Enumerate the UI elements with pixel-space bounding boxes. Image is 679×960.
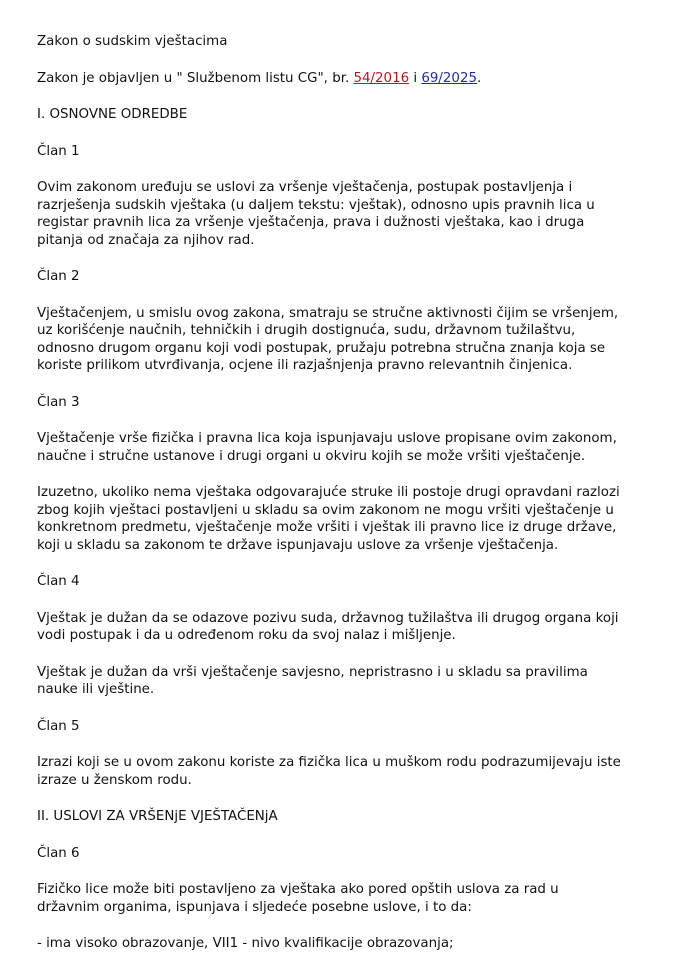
article-6-heading: Član 6 <box>37 845 80 861</box>
publication-suffix: . <box>477 70 482 86</box>
article-3-heading: Član 3 <box>37 394 80 410</box>
article-6-paragraph <box>37 881 673 916</box>
article-6-list-item: - ima visoko obrazovanje, VII1 - nivo kvalifikacije obrazovanja; <box>37 936 454 951</box>
article-1-paragraph <box>37 179 673 249</box>
publication-prefix: Zakon je objavljen u " Službenom listu CG", br. <box>37 70 354 86</box>
paragraph-line: nauke ili vještine. <box>37 682 155 697</box>
gazette-link-54-2016[interactable]: 54/2016 <box>353 70 410 86</box>
paragraph-line: Vještačenje vrše fizička i pravna lica koja ispunjavaju uslove propisane ovim zakonom, <box>37 431 617 446</box>
paragraph-line: zbog kojih vještaci postavljeni u skladu sa ovim zakonom ne mogu vršiti vještačenje u <box>37 502 614 518</box>
article-3-paragraph-1 <box>37 430 673 465</box>
paragraph-line: Izrazi koji se u ovom zakonu koriste za fizička lica u muškom rodu podrazumijevaju iste <box>37 755 621 770</box>
gazette-link-69-2025[interactable]: 69/2025 <box>421 70 477 86</box>
paragraph-line: Fizičko lice može biti postavljeno za vještaka ako pored opštih uslova za rad u <box>37 882 559 897</box>
section-heading-2: II. USLOVI ZA VRŠENjE VJEŠTAČENjA <box>37 809 278 824</box>
paragraph-line: pitanja od značaja za njihov rad. <box>37 232 255 248</box>
paragraph-line: državnim organima, ispunjava i sljedeće posebne uslove, i to da: <box>37 899 472 915</box>
publication-between: i <box>409 70 422 86</box>
paragraph-line: Izuzetno, ukoliko nema vještaka odgovarajuće struke ili postoje drugi opravdani razlozi <box>37 485 620 500</box>
paragraph-line: koriste prilikom utvrđivanja, ocjene ili razjašnjenja pravno relevantnih činjenica. <box>37 358 573 373</box>
paragraph-line: uz korišćenje naučnih, tehničkih i drugih dostignuća, sudu, državnom tužilaštvu, <box>37 323 576 338</box>
article-1-heading: Član 1 <box>37 143 80 159</box>
article-3-paragraph-2 <box>37 484 673 554</box>
paragraph-line: Vještak je dužan da se odazove pozivu suda, državnog tužilaštva ili drugog organa koji <box>37 610 619 626</box>
paragraph-line: izraze u ženskom rodu. <box>37 772 192 788</box>
document-page <box>37 33 673 953</box>
paragraph-line: koji u skladu sa zakonom te države ispunjavaju uslove za vršenje vještačenja. <box>37 537 559 553</box>
article-4-paragraph-2 <box>37 664 673 699</box>
paragraph-line: naučne i stručne ustanove i drugi organi u okviru kojih se može vršiti vještačenje. <box>37 448 586 464</box>
publication-note <box>37 70 673 88</box>
paragraph-line: registar pravnih lica za vršenje vještačenja, prava i dužnosti vještaka, kao i druga <box>37 215 585 230</box>
article-5-paragraph <box>37 754 673 789</box>
paragraph-line: Vještačenjem, u smislu ovog zakona, smatraju se stručne aktivnosti čijim se vršenjem, <box>37 305 619 321</box>
paragraph-line: razrješenja sudskih vještaka (u daljem tekstu: vještak), odnosno upis pravnih lica u <box>37 197 595 213</box>
paragraph-line: vodi postupak i da u određenom roku da svoj nalaz i mišljenje. <box>37 628 456 643</box>
article-4-heading: Član 4 <box>37 574 80 589</box>
article-2-paragraph <box>37 305 673 375</box>
article-2-heading: Član 2 <box>37 269 80 284</box>
paragraph-line: Vještak je dužan da vrši vještačenje savjesno, nepristrasno i u skladu sa pravilima <box>37 664 588 680</box>
document-title: Zakon o sudskim vještacima <box>37 34 228 49</box>
section-heading-1: I. OSNOVNE ODREDBE <box>37 107 188 122</box>
article-5-heading: Član 5 <box>37 718 80 734</box>
article-4-paragraph-1 <box>37 610 673 645</box>
paragraph-line: Ovim zakonom uređuju se uslovi za vršenje vještačenja, postupak postavljenja i <box>37 180 573 195</box>
paragraph-line: konkretnom predmetu, vještačenje može vršiti i vještak ili pravno lice iz druge države, <box>37 520 617 535</box>
paragraph-line: odnosno drugom organu koji vodi postupak, pružaju potrebna stručna znanja koja se <box>37 340 606 356</box>
